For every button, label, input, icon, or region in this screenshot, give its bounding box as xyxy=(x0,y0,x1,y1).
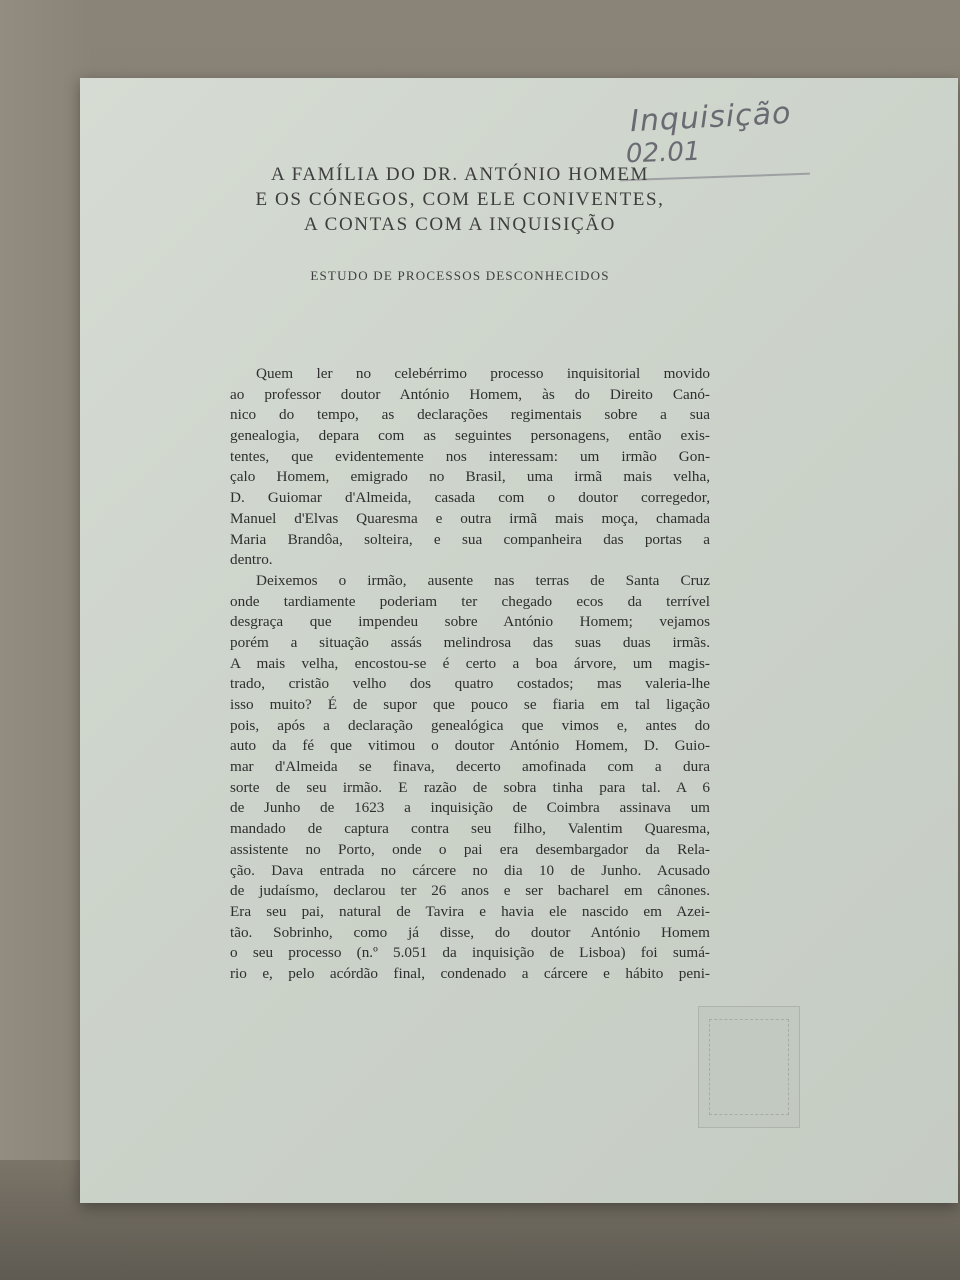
text-line: A mais velha, encostou-se é certo a boa árvore, um magis- xyxy=(230,654,710,672)
background-left xyxy=(0,0,90,1280)
text-line: pois, após a declaração genealógica que vimos e, antes do xyxy=(230,716,710,734)
text-line: porém a situação assás melindrosa das suas duas irmãs. xyxy=(230,633,710,651)
document-page xyxy=(80,78,958,1203)
text-line: çalo Homem, emigrado no Brasil, uma irmã mais velha, xyxy=(230,468,710,486)
text-line: ção. Dava entrada no cárcere no dia 10 de Junho. Acusado xyxy=(230,861,710,879)
text-line: nico do tempo, as declarações regimentais sobre a sua xyxy=(230,406,710,424)
document-title xyxy=(200,162,720,237)
stamp-border xyxy=(709,1019,789,1115)
text-line: tentes, que evidentemente nos interessam: um irmão Gon- xyxy=(230,447,710,465)
text-line: isso muito? É de supor que pouco se fiaria em tal ligação xyxy=(230,696,710,713)
text-line: auto da fé que vitimou o doutor António Homem, D. Guio- xyxy=(230,737,710,755)
library-stamp xyxy=(698,1006,800,1128)
text-line: mar d'Almeida se finava, decerto amofinada com a dura xyxy=(230,758,710,776)
text-line: sorte de seu irmão. E razão de sobra tinha para tal. A 6 xyxy=(230,778,710,796)
text-line: onde tardiamente poderiam ter chegado ecos da terrível xyxy=(230,592,710,610)
text-line: o seu processo (n.º 5.051 da inquisição de Lisboa) foi sumá- xyxy=(230,944,710,962)
document-subtitle: ESTUDO DE PROCESSOS DESCONHECIDOS xyxy=(310,268,610,283)
title-line-3: A CONTAS COM A INQUISIÇÃO xyxy=(304,214,616,235)
text-line: mandado de captura contra seu filho, Valentim Quaresma, xyxy=(230,820,710,838)
body-text xyxy=(230,364,710,985)
text-line: Era seu pai, natural de Tavira e havia ele nascido em Azei- xyxy=(230,902,710,920)
text-line: Maria Brandôa, solteira, e sua companheira das portas a xyxy=(230,530,710,548)
text-line: D. Guiomar d'Almeida, casada com o doutor corregedor, xyxy=(230,489,710,507)
title-line-1: A FAMÍLIA DO DR. ANTÓNIO HOMEM xyxy=(270,164,650,185)
text-line: Quem ler no celebérrimo processo inquisitorial movido xyxy=(256,365,710,382)
text-line: de Junho de 1623 a inquisição de Coimbra assinava um xyxy=(230,799,710,817)
text-line: genealogia, depara com as seguintes personagens, então exis- xyxy=(230,427,710,445)
text-line: ao professor doutor António Homem, às do Direito Canó- xyxy=(230,385,710,403)
text-line: trado, cristão velho dos quatro costados; mas valeria-lhe xyxy=(230,675,710,693)
text-line: tão. Sobrinho, como já disse, do doutor António Homem xyxy=(230,923,710,941)
text-line: assistente no Porto, onde o pai era desembargador da Rela- xyxy=(230,840,710,858)
text-line: desgraça que impendeu sobre António Homem; vejamos xyxy=(230,613,710,631)
text-line: rio e, pelo acórdão final, condenado a cárcere e hábito peni- xyxy=(230,964,710,982)
text-line: de judaísmo, declarou ter 26 anos e ser bacharel em cânones. xyxy=(230,882,710,900)
title-line-2: E OS CÓNEGOS, COM ELE CONIVENTES, xyxy=(255,189,665,210)
pencil-annotation-line2: 02.01 xyxy=(625,136,701,170)
text-line: dentro. xyxy=(230,551,273,569)
text-line: Deixemos o irmão, ausente nas terras de Santa Cruz xyxy=(256,571,710,589)
text-line: Manuel d'Elvas Quaresma e outra irmã mais moça, chamada xyxy=(230,509,710,527)
pencil-annotation-line1: Inquisição xyxy=(629,95,793,140)
